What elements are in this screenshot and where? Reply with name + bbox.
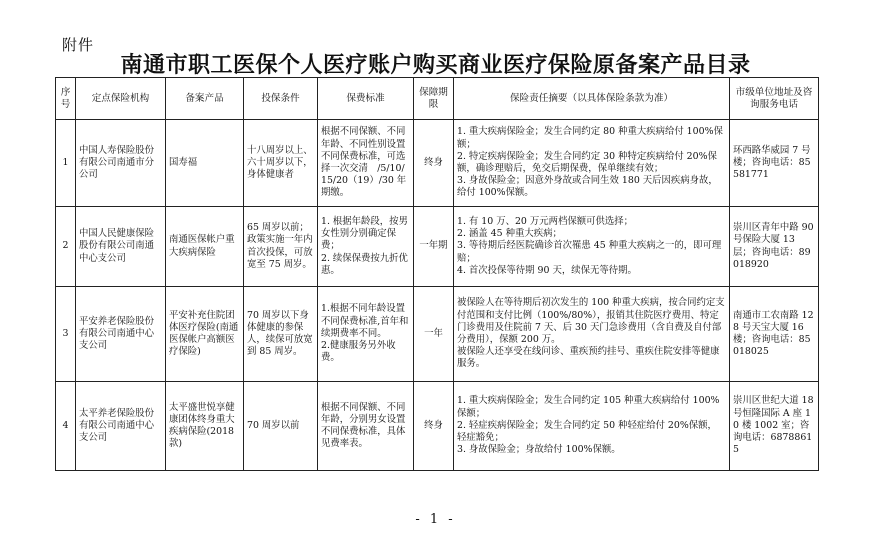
row-period: 一年期 [414,207,454,287]
row-conditions: 65 周岁以前；政策实施一年内首次投保，可放宽至 75 周岁。 [244,207,318,287]
summary-line: 2. 轻症疾病保险金；发生合同约定 50 种轻症给付 20%保额，轻症豁免； [457,419,717,444]
header-contact: 市级单位地址及咨询服务电话 [730,78,819,120]
row-premium [318,382,414,471]
summary-line: 4. 首次投保等待期 90 天，续保无等待期。 [457,264,637,276]
summary-line: 3. 身故保险金；身故给付 100%保额。 [457,444,621,456]
summary-line: 3. 等待期后经医院确诊首次罹患 45 种重大疾病之一的，即可理赔； [457,240,722,264]
summary-line: 3. 身故保险金；因意外身故或合同生效 180 天后因疾病身故，给付 100%保额。 [457,175,718,199]
table-row [56,120,819,207]
row-institution: 中国人民健康保险股份有限公司南通中心支公司 [76,207,166,287]
row-premium [318,287,414,382]
summary-line: 1. 重大疾病保险金；发生合同约定 105 种重大疾病给付 100%保额； [457,395,720,419]
premium-line: 1. 根据年龄段，按男女性别分别确定保费； [321,215,408,252]
header-period: 保障期限 [414,78,454,120]
row-institution: 平安养老保险股份有限公司南通中心支公司 [76,287,166,382]
attachment-label: 附件 [62,36,95,54]
row-product: 平安补充住院团体医疗保险(南通医保帐户高额医疗保险) [166,287,244,382]
header-conditions: 投保条件 [244,78,318,120]
table-row [56,382,819,471]
header-summary: 保险责任摘要（以具体保险条款为准） [454,78,730,120]
row-seq: 4 [56,382,76,471]
premium-line: 2.健康服务另外收费。 [321,340,396,364]
row-summary [454,120,730,207]
header-product: 备案产品 [166,78,244,120]
row-conditions: 十八周岁以上、六十周岁以下，身体健康者 [244,120,318,207]
row-product: 太平盛世悦享健康团体终身重大疾病保险(2018 款) [166,382,244,471]
row-institution: 中国人寿保险股份有限公司南通市分公司 [76,120,166,207]
summary-line: 1. 重大疾病保险金；发生合同约定 80 种重大疾病给付 100%保额； [457,126,723,150]
table-row [56,287,819,382]
row-summary [454,287,730,382]
document-title: 南通市职工医保个人医疗账户购买商业医疗保险原备案产品目录 [120,52,751,78]
header-premium: 保费标准 [318,78,414,120]
summary-line: 被保险人还享受在线问诊、重疾预约挂号、重疾住院安排等健康服务。 [457,346,720,370]
summary-line: 1. 有 10 万、20 万元两档保额可供选择； [457,215,633,227]
row-period: 一年 [414,287,454,382]
row-summary [454,382,730,471]
row-conditions: 70 周岁以前 [244,382,318,471]
row-period: 终身 [414,120,454,207]
row-seq: 1 [56,120,76,207]
row-product: 国寿福 [166,120,244,207]
table-row [56,207,819,287]
row-contact: 崇川区世纪大道 18 号恒隆国际 A 座 10 楼 1002 室；咨询电话：68788615 [730,382,819,471]
product-catalog-table [55,77,819,471]
row-contact: 崇川区青年中路 90 号保险大厦 13 层；咨询电话：89018920 [730,207,819,287]
row-contact: 南通市工农南路 128 号天宝大厦 16 楼；咨询电话：85018025 [730,287,819,382]
row-institution: 太平养老保险股份有限公司南通中心支公司 [76,382,166,471]
premium-line: 根据不同保额、不同年龄、不同性别设置不同保费标准，可选择一次交清 /5/10/15/20（19）/30 年期缴。 [321,126,407,199]
row-product: 南通医保帐户重大疾病保险 [166,207,244,287]
row-seq: 2 [56,207,76,287]
row-conditions: 70 周岁以下身体健康的参保人，续保可放宽到 85 周岁。 [244,287,318,382]
row-contact: 环西路华威园 7 号楼；咨询电话：85581771 [730,120,819,207]
row-summary [454,207,730,287]
page-number: - 1 - [415,512,456,527]
header-institution: 定点保险机构 [76,78,166,120]
table-header-row [56,78,819,120]
summary-line: 被保险人在等待期后初次发生的 100 种重大疾病，按合同约定支付范围和支付比例（100%/80%），报销其住院医疗费用、特定门诊费用及住院前 7 天、后 30 天门急诊费用（含自费及自付部分费用），保额 200 万。 [457,297,725,345]
row-period: 终身 [414,382,454,471]
summary-line: 2. 特定疾病保险金；发生合同约定 30 种特定疾病给付 20%保额，确诊理赔后，免交后期保费，保单继续有效； [457,150,717,174]
row-premium [318,207,414,287]
row-seq: 3 [56,287,76,382]
premium-line: 1.根据不同年龄设置不同保费标准,首年和续期费率不同。 [321,303,409,339]
premium-line: 2. 续保保费按九折优惠。 [321,252,408,276]
row-premium [318,120,414,207]
premium-line: 根据不同保额、不同年龄，分别男女设置不同保费标准，具体见费率表。 [321,401,406,450]
header-seq: 序号 [56,78,76,120]
summary-line: 2. 涵盖 45 种重大疾病； [457,228,562,240]
